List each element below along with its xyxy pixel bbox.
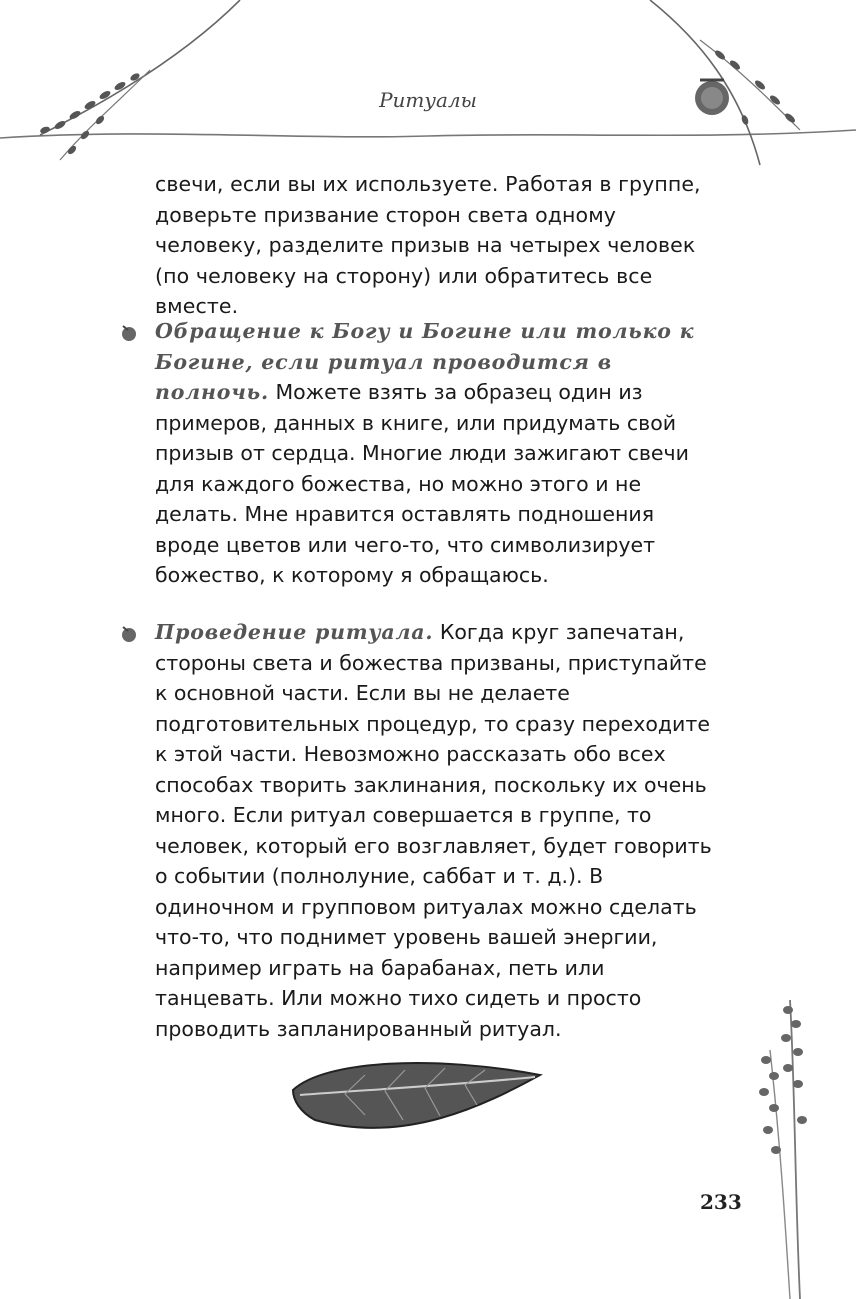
bullet-text: Можете взять за образец один из примеров, данных в книге, или придумать свой призыв от сердца. Многие люди зажигают свечи для каждого божества, но можно этого и не делать. Мне нравится оставлять подношения вроде цветов или чего-то, что символизирует божество, к которому я обращаюсь. (155, 380, 689, 587)
leaf-illustration (285, 1050, 545, 1150)
header-divider (0, 0, 856, 170)
bullet-item (118, 617, 713, 1044)
bullet-text: Когда круг запечатан, стороны света и божества призваны, приступайте к основной части. Если вы не делаете подготовительных процедур, то сразу переходите к этой части. Невозможно рассказать обо всех способах творить заклинания, поскольку их очень много. Если ритуал совершается в группе, то человек, который его возглавляет, будет говорить о событии (полнолуние, саббат и т. д.). В одиночном и групповом ритуалах можно сделать что-то, что поднимет уровень вашей энергии, например играть на барабанах, петь или танцевать. Или можно тихо сидеть и просто проводить запланированный ритуал. (155, 620, 712, 1041)
paragraph-text: свечи, если вы их используете. Работая в группе, доверьте призвание сторон света одному человеку, разделите призыв на четырех человек (по человеку на сторону) или обратитесь все вместе. (155, 172, 701, 318)
running-header: Ритуалы (379, 88, 477, 112)
paragraph-continued (155, 169, 710, 322)
bullet-lead: Обращение к Богу и Богине или только к Богине, если ритуал проводится в полночь. (155, 319, 695, 404)
page-number: 233 (700, 1190, 742, 1214)
lavender-sprig-illustration (740, 990, 856, 1299)
bullet-body (155, 617, 713, 1044)
berry-bullet-icon (118, 623, 138, 643)
bullet-lead: Проведение ритуала. (155, 620, 434, 644)
berry-bullet-icon (118, 322, 138, 342)
bullet-body (155, 316, 713, 591)
bullet-item (118, 316, 713, 591)
